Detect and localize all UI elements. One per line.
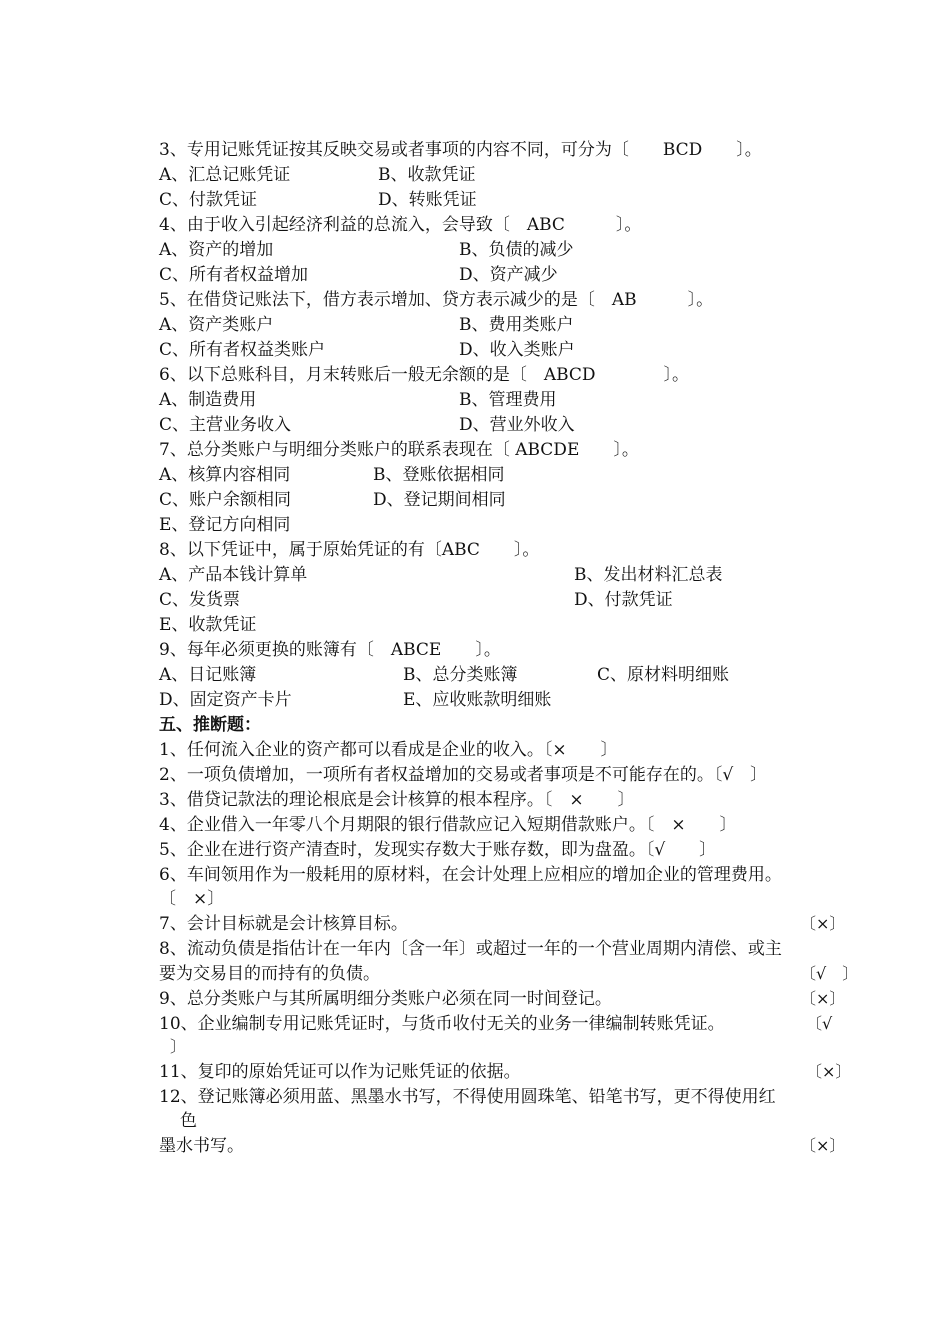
- option-3b: B、收款凭证: [378, 165, 476, 185]
- option-5d: D、收入类账户: [459, 340, 575, 360]
- question-8: 8、以下凭证中，属于原始凭证的有〔ABC 〕。: [159, 540, 540, 560]
- option-3a: A、汇总记账凭证: [159, 165, 291, 185]
- option-6c: C、主营业务收入: [159, 415, 292, 435]
- option-5b: B、费用类账户: [459, 315, 574, 335]
- option-7e: E、登记方向相同: [159, 515, 291, 535]
- judgement-12-answer: 〔×〕: [800, 1136, 846, 1155]
- option-8a: A、产品本钱计算单: [159, 565, 308, 585]
- judgement-9: 9、总分类账户与其所属明细分类账户必须在同一时间登记。: [159, 989, 612, 1009]
- option-9b: B、总分类账簿: [403, 665, 518, 685]
- option-7a: A、核算内容相同: [159, 465, 291, 485]
- question-9: 9、每年必须更换的账簿有〔 ABCE 〕。: [159, 640, 501, 660]
- judgement-6-answer: 〔 ×〕: [159, 889, 225, 909]
- option-9e: E、应收账款明细账: [403, 690, 552, 710]
- option-3c: C、付款凭证: [159, 190, 258, 210]
- judgement-6: 6、车间领用作为一般耗用的原材料，在会计处理上应相应的增加企业的管理费用。: [159, 865, 782, 885]
- option-7d: D、登记期间相同: [373, 490, 506, 510]
- option-8b: B、发出材料汇总表: [574, 565, 723, 585]
- option-9c: C、原材料明细账: [597, 665, 730, 685]
- judgement-1: 1、任何流入企业的资产都可以看成是企业的收入。〔× 〕: [159, 740, 618, 760]
- judgement-10-answer-close: 〕: [170, 1037, 187, 1056]
- judgement-8: 8、流动负债是指估计在一年内〔含一年〕或超过一年的一个营业周期内清偿、或主: [159, 939, 782, 959]
- judgement-11-answer: 〔×〕: [806, 1062, 852, 1081]
- option-8e: E、收款凭证: [159, 615, 257, 635]
- option-9a: A、日记账簿: [159, 665, 257, 685]
- judgement-12-wrap: 色: [180, 1111, 197, 1131]
- option-7c: C、账户余额相同: [159, 490, 292, 510]
- question-7: 7、总分类账户与明细分类账户的联系表现在〔 ABCDE 〕。: [159, 440, 639, 460]
- option-6b: B、管理费用: [459, 390, 557, 410]
- judgement-11: 11、复印的原始凭证可以作为记账凭证的依据。: [159, 1062, 521, 1082]
- question-6: 6、以下总账科目，月末转账后一般无余额的是〔 ABCD 〕。: [159, 365, 690, 385]
- judgement-2: 2、一项负债增加，一项所有者权益增加的交易或者事项是不可能存在的。〔√ 〕: [159, 765, 768, 785]
- judgement-7: 7、会计目标就是会计核算目标。: [159, 914, 408, 934]
- option-6d: D、营业外收入: [459, 415, 575, 435]
- option-4a: A、资产的增加: [159, 240, 274, 260]
- option-6a: A、制造费用: [159, 390, 257, 410]
- option-8d: D、付款凭证: [574, 590, 673, 610]
- option-9d: D、固定资产卡片: [159, 690, 292, 710]
- option-4c: C、所有者权益增加: [159, 265, 309, 285]
- option-8c: C、发货票: [159, 590, 241, 610]
- judgement-10: 10、企业编制专用记账凭证时，与货币收付无关的业务一律编制转账凭证。: [159, 1014, 725, 1034]
- option-3d: D、转账凭证: [378, 190, 477, 210]
- judgement-12-cont: 墨水书写。: [159, 1136, 244, 1156]
- judgement-4: 4、企业借入一年零八个月期限的银行借款应记入短期借款账户。〔 × 〕: [159, 815, 737, 835]
- option-5a: A、资产类账户: [159, 315, 274, 335]
- option-5c: C、所有者权益类账户: [159, 340, 326, 360]
- section-heading: 五、推断题：: [159, 715, 261, 735]
- option-7b: B、登账依据相同: [373, 465, 505, 485]
- question-5: 5、在借贷记账法下，借方表示增加、贷方表示减少的是〔 AB 〕。: [159, 290, 714, 310]
- question-3: 3、专用记账凭证按其反映交易或者事项的内容不同，可分为〔 BCD 〕。: [159, 140, 762, 160]
- question-4: 4、由于收入引起经济利益的总流入，会导致〔 ABC 〕。: [159, 215, 642, 235]
- judgement-12: 12、登记账簿必须用蓝、黑墨水书写，不得使用圆珠笔、铅笔书写，更不得使用红: [159, 1087, 776, 1107]
- judgement-7-answer: 〔×〕: [800, 914, 846, 933]
- judgement-10-answer: 〔√: [806, 1014, 833, 1033]
- judgement-8-cont: 要为交易目的而持有的负债。: [159, 964, 380, 984]
- judgement-5: 5、企业在进行资产清查时，发现实存数大于账存数，即为盘盈。〔√ 〕: [159, 840, 717, 860]
- judgement-3: 3、借贷记款法的理论根底是会计核算的根本程序。〔 × 〕: [159, 790, 635, 810]
- option-4d: D、资产减少: [459, 265, 558, 285]
- judgement-9-answer: 〔×〕: [800, 989, 846, 1008]
- option-4b: B、负债的减少: [459, 240, 574, 260]
- judgement-8-answer: 〔√ 〕: [800, 964, 859, 983]
